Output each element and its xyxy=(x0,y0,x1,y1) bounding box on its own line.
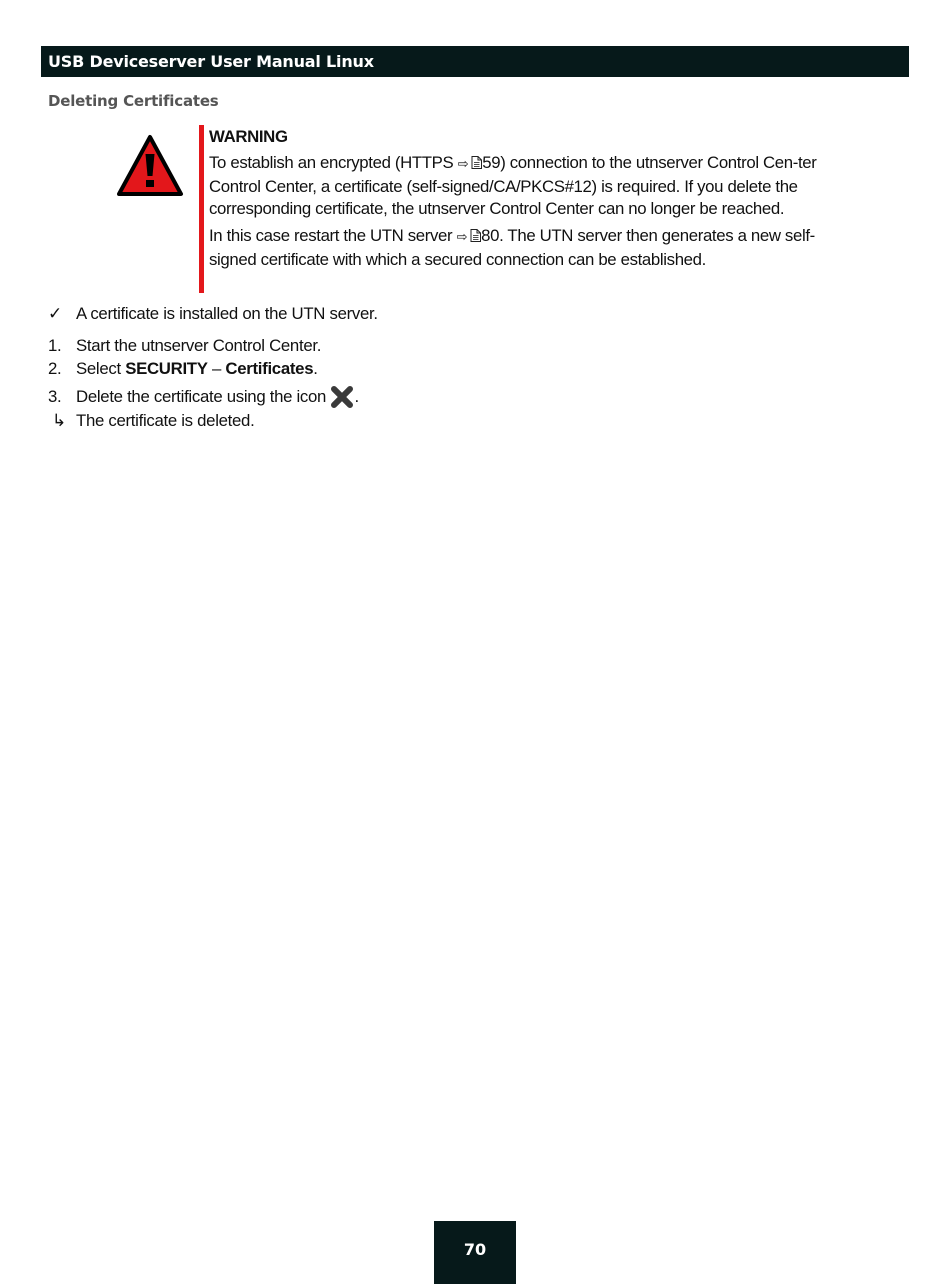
reference-page-number: 59 xyxy=(482,153,501,172)
result-arrow-icon: ↳ xyxy=(52,411,66,430)
warning-paragraph-2 xyxy=(209,225,849,271)
step-text-plain: . xyxy=(354,387,359,406)
step-text-plain: Delete the certificate using the icon xyxy=(76,387,327,406)
manual-header-bar xyxy=(41,46,909,77)
step-number: 2. xyxy=(48,359,62,378)
step-text: Start the utnserver Control Center. xyxy=(76,336,322,355)
step-text xyxy=(76,358,318,380)
step-text-plain: Select xyxy=(76,359,126,378)
section-title: Deleting Certificates xyxy=(48,92,219,110)
warning-text-1a: To establish an encrypted (HTTPS xyxy=(209,153,454,172)
manual-title: USB Deviceserver User Manual Linux xyxy=(48,52,374,71)
menu-separator: – xyxy=(207,359,226,378)
checkmark-icon: ✓ xyxy=(48,304,62,323)
step-text xyxy=(76,386,359,408)
step-number: 1. xyxy=(48,336,62,355)
step-number: 3. xyxy=(48,387,62,406)
page-icon xyxy=(470,229,481,242)
reference-arrow-icon: ⇨ xyxy=(457,157,469,172)
page-reference-80[interactable] xyxy=(457,226,500,245)
page-number: 70 xyxy=(434,1221,516,1284)
reference-page-number: 80 xyxy=(481,226,500,245)
menu-certificates: Certificates xyxy=(225,359,314,378)
result-text: The certificate is deleted. xyxy=(76,411,255,430)
warning-text-2a: In this case restart the UTN server xyxy=(209,226,453,245)
prerequisite-text: A certificate is installed on the UTN server. xyxy=(76,304,378,323)
reference-arrow-icon: ⇨ xyxy=(456,230,468,245)
warning-accent-bar xyxy=(199,125,204,293)
warning-text-1b: ) connection to the utnserver Control Cen-ter Control Center, a certificate (self-signed/CA/PKCS#12) is required. If you delete the corresponding certificate, the utnserver Control Center can no longer be reached. xyxy=(209,153,817,218)
page-reference-59[interactable] xyxy=(458,153,501,172)
instruction-list xyxy=(48,303,868,443)
warning-box xyxy=(209,126,849,271)
step-text-plain: . xyxy=(313,359,318,378)
warning-title: WARNING xyxy=(209,127,288,146)
warning-paragraph-1 xyxy=(209,152,849,220)
warning-triangle-icon xyxy=(116,134,184,198)
page-icon xyxy=(471,156,482,169)
menu-security: SECURITY xyxy=(125,359,208,378)
delete-x-icon xyxy=(330,386,354,408)
warning-text-2b: . The UTN server then generates a new self-signed certificate with which a secured connection can be established. xyxy=(209,226,815,269)
